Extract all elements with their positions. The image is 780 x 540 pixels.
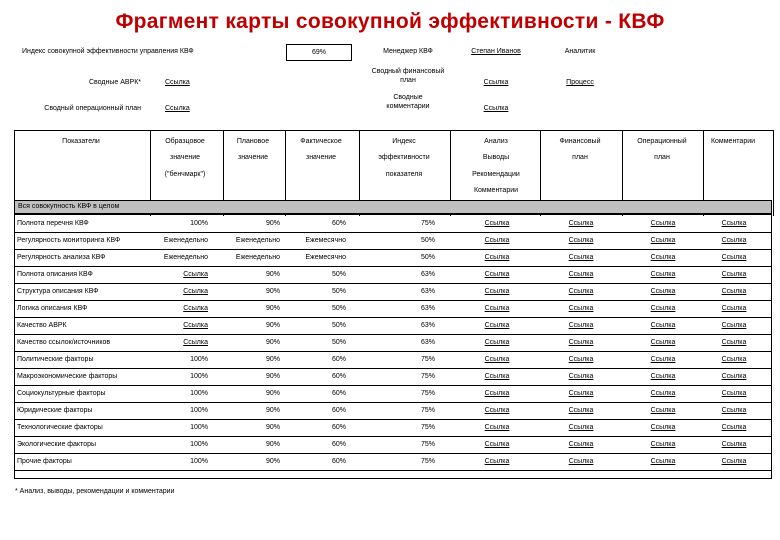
table-row — [15, 369, 771, 386]
table-row — [15, 437, 771, 454]
cell-analysis-link[interactable]: Ссылка — [484, 356, 510, 363]
cell-actual: 60% — [331, 220, 346, 227]
op-plan-label: Сводный операционный план — [44, 105, 141, 112]
cell-index: 63% — [420, 305, 435, 312]
header-financial-2: план — [572, 154, 588, 161]
cell-fin-link[interactable]: Ссылка — [568, 220, 594, 227]
cell-index: 75% — [420, 373, 435, 380]
cell-bench-link[interactable]: Ссылка — [183, 305, 208, 312]
header-benchmark: Образцовое — [165, 138, 205, 145]
cell-bench: 100% — [190, 407, 208, 414]
cell-name: Логика описания КВФ — [17, 305, 88, 312]
cell-comm-link[interactable]: Ссылка — [721, 271, 747, 278]
cell-bench-link[interactable]: Ссылка — [183, 322, 208, 329]
header-operational-2: план — [654, 154, 670, 161]
cell-index: 50% — [420, 254, 435, 261]
cell-analysis-link[interactable]: Ссылка — [484, 322, 510, 329]
header-benchmark-2: значение — [169, 154, 201, 161]
cell-op-link[interactable]: Ссылка — [650, 288, 676, 295]
cell-analysis-link[interactable]: Ссылка — [484, 271, 510, 278]
cell-plan: 90% — [265, 305, 280, 312]
table-row — [15, 284, 771, 301]
fin-plan-link[interactable]: Ссылка — [483, 79, 509, 86]
cell-op-link[interactable]: Ссылка — [650, 373, 676, 380]
cell-op-link[interactable]: Ссылка — [650, 305, 676, 312]
cell-analysis-link[interactable]: Ссылка — [484, 458, 510, 465]
cell-comm-link[interactable]: Ссылка — [721, 305, 747, 312]
cell-analysis-link[interactable]: Ссылка — [484, 220, 510, 227]
cell-plan: 90% — [265, 390, 280, 397]
cell-plan: 90% — [265, 220, 280, 227]
bsc-label: Сводные АВРК* — [88, 79, 141, 86]
analyst-label: Аналитик — [564, 48, 596, 55]
header-indicators: Показатели — [62, 138, 100, 145]
cell-comm-link[interactable]: Ссылка — [721, 254, 747, 261]
cell-actual: 60% — [331, 407, 346, 414]
cell-index: 75% — [420, 424, 435, 431]
cell-analysis-link[interactable]: Ссылка — [484, 407, 510, 414]
analyst-process-link[interactable]: Процесс — [566, 79, 594, 86]
comments-label: Сводные комментарии — [386, 94, 430, 110]
cell-op-link[interactable]: Ссылка — [650, 322, 676, 329]
cell-index: 75% — [420, 390, 435, 397]
cell-plan: 90% — [265, 407, 280, 414]
cell-bench: 100% — [190, 373, 208, 380]
cell-name: Социокультурные факторы — [17, 390, 106, 397]
cell-actual: 60% — [331, 424, 346, 431]
cell-analysis-link[interactable]: Ссылка — [484, 339, 510, 346]
header-financial: Финансовый — [559, 138, 601, 145]
cell-comm-link[interactable]: Ссылка — [721, 407, 747, 414]
cell-analysis-link[interactable]: Ссылка — [484, 254, 510, 261]
cell-actual: 60% — [331, 441, 346, 448]
cell-index: 75% — [420, 407, 435, 414]
cell-fin-link[interactable]: Ссылка — [568, 305, 594, 312]
header-index: Индекс — [392, 138, 416, 145]
header-analysis-4: Комментарии — [473, 187, 519, 194]
table-row — [15, 267, 771, 284]
cell-bench: 100% — [190, 441, 208, 448]
cell-comm-link[interactable]: Ссылка — [721, 237, 747, 244]
table-row — [15, 352, 771, 369]
cell-plan: 90% — [265, 441, 280, 448]
cell-index: 63% — [420, 271, 435, 278]
cell-bench-link[interactable]: Ссылка — [183, 271, 208, 278]
cell-comm-link[interactable]: Ссылка — [721, 288, 747, 295]
cell-index: 75% — [420, 220, 435, 227]
cell-fin-link[interactable]: Ссылка — [568, 390, 594, 397]
cell-analysis-link[interactable]: Ссылка — [484, 373, 510, 380]
cell-op-link[interactable]: Ссылка — [650, 441, 676, 448]
cell-plan: Еженедельно — [235, 254, 280, 261]
header-planned: Плановое — [236, 138, 270, 145]
section-row — [14, 200, 772, 214]
cell-comm-link[interactable]: Ссылка — [721, 356, 747, 363]
cell-comm-link[interactable]: Ссылка — [721, 322, 747, 329]
comments-link[interactable]: Ссылка — [483, 105, 509, 112]
cell-actual: 60% — [331, 390, 346, 397]
header-index-2: эффективности — [378, 154, 430, 161]
page-title: Фрагмент карты совокупной эффективности - КВФ — [115, 10, 665, 33]
manager-label: Менеджер КВФ — [383, 48, 433, 55]
cell-comm-link[interactable]: Ссылка — [721, 458, 747, 465]
index-label: Индекс совокупной эффективности управления КВФ — [22, 48, 194, 55]
cell-op-link[interactable]: Ссылка — [650, 356, 676, 363]
cell-name: Регулярность мониторинга КВФ — [17, 237, 121, 244]
cell-name: Полнота перечня КВФ — [17, 220, 89, 227]
cell-op-link[interactable]: Ссылка — [650, 458, 676, 465]
table-row — [15, 454, 771, 471]
cell-plan: 90% — [265, 373, 280, 380]
cell-plan: 90% — [265, 322, 280, 329]
table-row — [15, 335, 771, 352]
cell-fin-link[interactable]: Ссылка — [568, 424, 594, 431]
cell-analysis-link[interactable]: Ссылка — [484, 424, 510, 431]
cell-op-link[interactable]: Ссылка — [650, 254, 676, 261]
header-planned-2: значение — [237, 154, 269, 161]
cell-op-link[interactable]: Ссылка — [650, 339, 676, 346]
header-analysis: Анализ — [484, 138, 508, 145]
cell-plan: 90% — [265, 339, 280, 346]
header-analysis-3: Рекомендации — [472, 171, 520, 178]
cell-fin-link[interactable]: Ссылка — [568, 356, 594, 363]
cell-fin-link[interactable]: Ссылка — [568, 322, 594, 329]
cell-bench: 100% — [190, 424, 208, 431]
cell-name: Экологические факторы — [17, 441, 97, 448]
header-comments: Комментарии — [710, 138, 756, 145]
table-row — [15, 301, 771, 318]
cell-index: 75% — [420, 356, 435, 363]
cell-fin-link[interactable]: Ссылка — [568, 254, 594, 261]
cell-actual: 50% — [331, 271, 346, 278]
cell-bench: 100% — [190, 220, 208, 227]
cell-plan: 90% — [265, 458, 280, 465]
cell-comm-link[interactable]: Ссылка — [721, 220, 747, 227]
cell-actual: 50% — [331, 288, 346, 295]
table-row — [15, 250, 771, 267]
cell-actual: 60% — [331, 458, 346, 465]
cell-plan: 90% — [265, 424, 280, 431]
cell-index: 63% — [420, 339, 435, 346]
cell-actual: 50% — [331, 339, 346, 346]
cell-actual: Ежемесячно — [305, 237, 346, 244]
cell-name: Качество АВРК — [17, 322, 67, 329]
cell-fin-link[interactable]: Ссылка — [568, 458, 594, 465]
cell-name: Прочие факторы — [17, 458, 72, 465]
table-row — [15, 216, 771, 233]
cell-op-link[interactable]: Ссылка — [650, 220, 676, 227]
section-label: Вся совокупность КВФ в целом — [18, 203, 120, 210]
cell-index: 50% — [420, 237, 435, 244]
cell-bench: Еженедельно — [163, 237, 208, 244]
fin-plan-label: Сводный финансовый план — [371, 68, 445, 84]
cell-plan: 90% — [265, 356, 280, 363]
cell-fin-link[interactable]: Ссылка — [568, 288, 594, 295]
cell-analysis-link[interactable]: Ссылка — [484, 441, 510, 448]
cell-actual: Ежемесячно — [305, 254, 346, 261]
header-actual-2: значение — [305, 154, 337, 161]
header-operational: Операционный — [637, 138, 687, 145]
cell-actual: 50% — [331, 305, 346, 312]
cell-analysis-link[interactable]: Ссылка — [484, 390, 510, 397]
cell-op-link[interactable]: Ссылка — [650, 237, 676, 244]
cell-fin-link[interactable]: Ссылка — [568, 407, 594, 414]
cell-index: 75% — [420, 458, 435, 465]
cell-plan: Еженедельно — [235, 237, 280, 244]
header-benchmark-3: ("бенчмарк") — [164, 171, 206, 178]
cell-op-link[interactable]: Ссылка — [650, 271, 676, 278]
cell-fin-link[interactable]: Ссылка — [568, 373, 594, 380]
cell-name: Полнота описания КВФ — [17, 271, 93, 278]
table-row — [15, 403, 771, 420]
cell-bench-link[interactable]: Ссылка — [183, 339, 208, 346]
cell-index: 75% — [420, 441, 435, 448]
cell-bench-link[interactable]: Ссылка — [183, 288, 208, 295]
cell-name: Макроэкономические факторы — [17, 373, 118, 380]
cell-actual: 60% — [331, 356, 346, 363]
cell-name: Структура описания КВФ — [17, 288, 99, 295]
table-row — [15, 318, 771, 335]
manager-name-link[interactable]: Степан Иванов — [471, 48, 521, 55]
cell-index: 63% — [420, 288, 435, 295]
cell-bench: 100% — [190, 390, 208, 397]
cell-comm-link[interactable]: Ссылка — [721, 424, 747, 431]
cell-op-link[interactable]: Ссылка — [650, 424, 676, 431]
cell-plan: 90% — [265, 288, 280, 295]
cell-bench: 100% — [190, 458, 208, 465]
cell-fin-link[interactable]: Ссылка — [568, 271, 594, 278]
bsc-link[interactable]: Ссылка — [165, 79, 190, 86]
cell-plan: 90% — [265, 271, 280, 278]
cell-fin-link[interactable]: Ссылка — [568, 237, 594, 244]
header-actual: Фактическое — [300, 138, 342, 145]
op-plan-link[interactable]: Ссылка — [165, 105, 190, 112]
cell-name: Технологические факторы — [17, 424, 103, 431]
cell-analysis-link[interactable]: Ссылка — [484, 288, 510, 295]
footnote: * Анализ, выводы, рекомендации и комментарии — [15, 488, 175, 495]
cell-op-link[interactable]: Ссылка — [650, 407, 676, 414]
cell-actual: 60% — [331, 373, 346, 380]
header-index-3: показателя — [385, 171, 423, 178]
cell-fin-link[interactable]: Ссылка — [568, 441, 594, 448]
cell-index: 63% — [420, 322, 435, 329]
cell-name: Политические факторы — [17, 356, 94, 363]
table-row — [15, 233, 771, 250]
cell-op-link[interactable]: Ссылка — [650, 390, 676, 397]
cell-name: Качество ссылок/источников — [17, 339, 111, 346]
cell-actual: 50% — [331, 322, 346, 329]
cell-comm-link[interactable]: Ссылка — [721, 390, 747, 397]
cell-comm-link[interactable]: Ссылка — [721, 373, 747, 380]
cell-comm-link[interactable]: Ссылка — [721, 441, 747, 448]
cell-name: Регулярность анализа КВФ — [17, 254, 106, 261]
cell-bench: Еженедельно — [163, 254, 208, 261]
table-row — [15, 420, 771, 437]
cell-analysis-link[interactable]: Ссылка — [484, 237, 510, 244]
cell-bench: 100% — [190, 356, 208, 363]
table-row — [15, 386, 771, 403]
cell-fin-link[interactable]: Ссылка — [568, 339, 594, 346]
header-analysis-2: Выводы — [482, 154, 510, 161]
index-value: 69% — [286, 44, 352, 61]
data-table — [14, 214, 772, 479]
cell-analysis-link[interactable]: Ссылка — [484, 305, 510, 312]
cell-name: Юридические факторы — [17, 407, 93, 414]
cell-comm-link[interactable]: Ссылка — [721, 339, 747, 346]
